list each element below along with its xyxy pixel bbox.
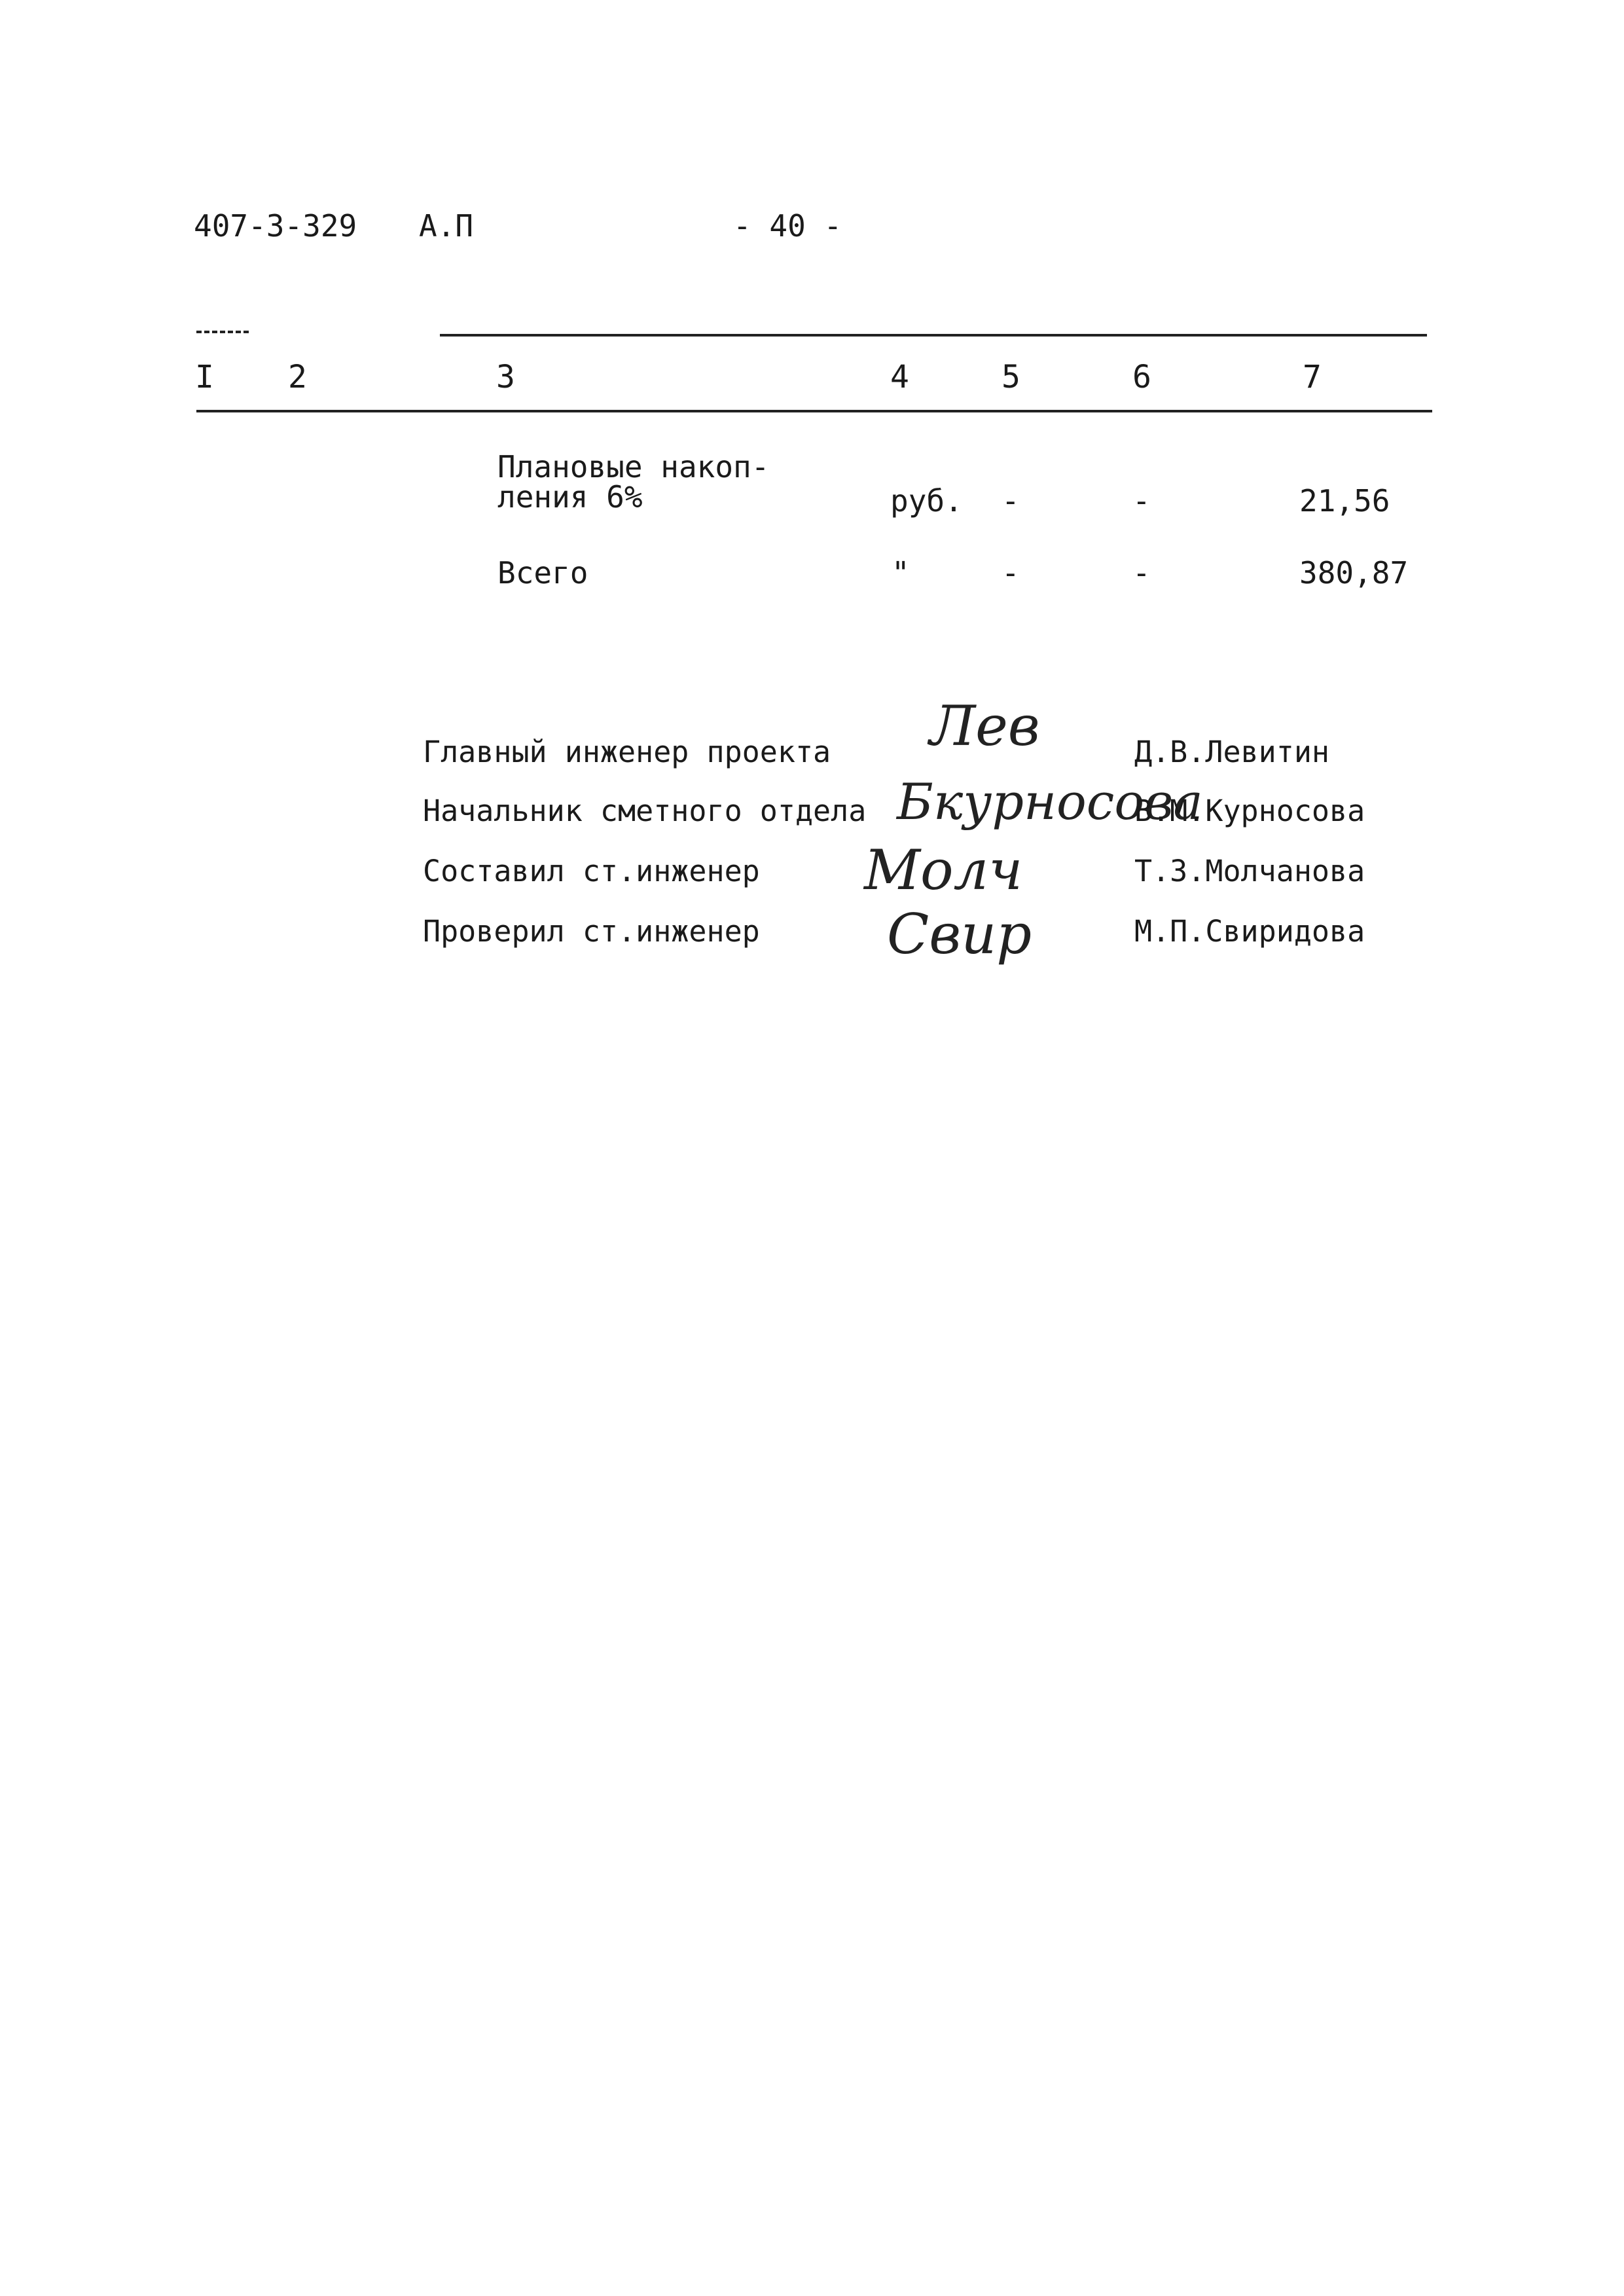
table-top-rule-right — [440, 334, 1427, 337]
col-header-6: 6 — [1132, 359, 1151, 395]
table-row-2-value: 380,87 — [1299, 555, 1409, 591]
table-top-rule-left — [196, 331, 249, 333]
table-header-rule — [196, 410, 1432, 412]
signature-name-3: Т.З.Молчанова — [1134, 854, 1365, 888]
col-header-1: I — [195, 359, 214, 395]
table-row-1-name-line2: ления 6% — [497, 479, 643, 515]
signature-mark-1: Лев — [929, 694, 1040, 758]
table-row-1-unit: руб. — [890, 483, 963, 519]
col-header-7: 7 — [1303, 359, 1322, 395]
table-row-2-name: Всего — [497, 555, 588, 591]
signature-mark-3: Молч — [864, 838, 1023, 902]
signature-name-4: М.П.Свиридова — [1134, 914, 1365, 949]
table-row-2-col6: - — [1132, 555, 1151, 591]
table-row-1-value: 21,56 — [1299, 483, 1390, 519]
signature-role-4: Проверил ст.инженер — [423, 914, 760, 949]
col-header-5: 5 — [1001, 359, 1020, 395]
col-header-2: 2 — [288, 359, 307, 395]
signature-mark-4: Свир — [887, 902, 1032, 966]
sheet-label: А.П — [419, 208, 474, 244]
table-row-1-name-line1: Плановые накоп- — [497, 449, 770, 484]
page-number: - 40 - — [733, 208, 842, 244]
document-code: 407-3-329 — [194, 208, 357, 244]
signature-role-3: Составил ст.инженер — [423, 854, 760, 888]
table-row-1-name — [497, 449, 770, 515]
signature-role-2: Начальник сметного отдела — [423, 793, 867, 828]
table-row-1-col5: - — [1001, 483, 1020, 519]
signature-role-1: Главный инженер проекта — [423, 735, 831, 769]
table-row-1-col6: - — [1132, 483, 1151, 519]
signature-mark-2: Бкурносова — [897, 773, 1203, 831]
col-header-4: 4 — [890, 359, 909, 395]
signature-name-1: Д.В.Левитин — [1134, 735, 1330, 769]
table-row-2-unit: " — [892, 555, 910, 591]
table-row-2-col5: - — [1001, 555, 1020, 591]
col-header-3: 3 — [496, 359, 515, 395]
signature-name-2: В.М.Курносова — [1134, 793, 1365, 828]
